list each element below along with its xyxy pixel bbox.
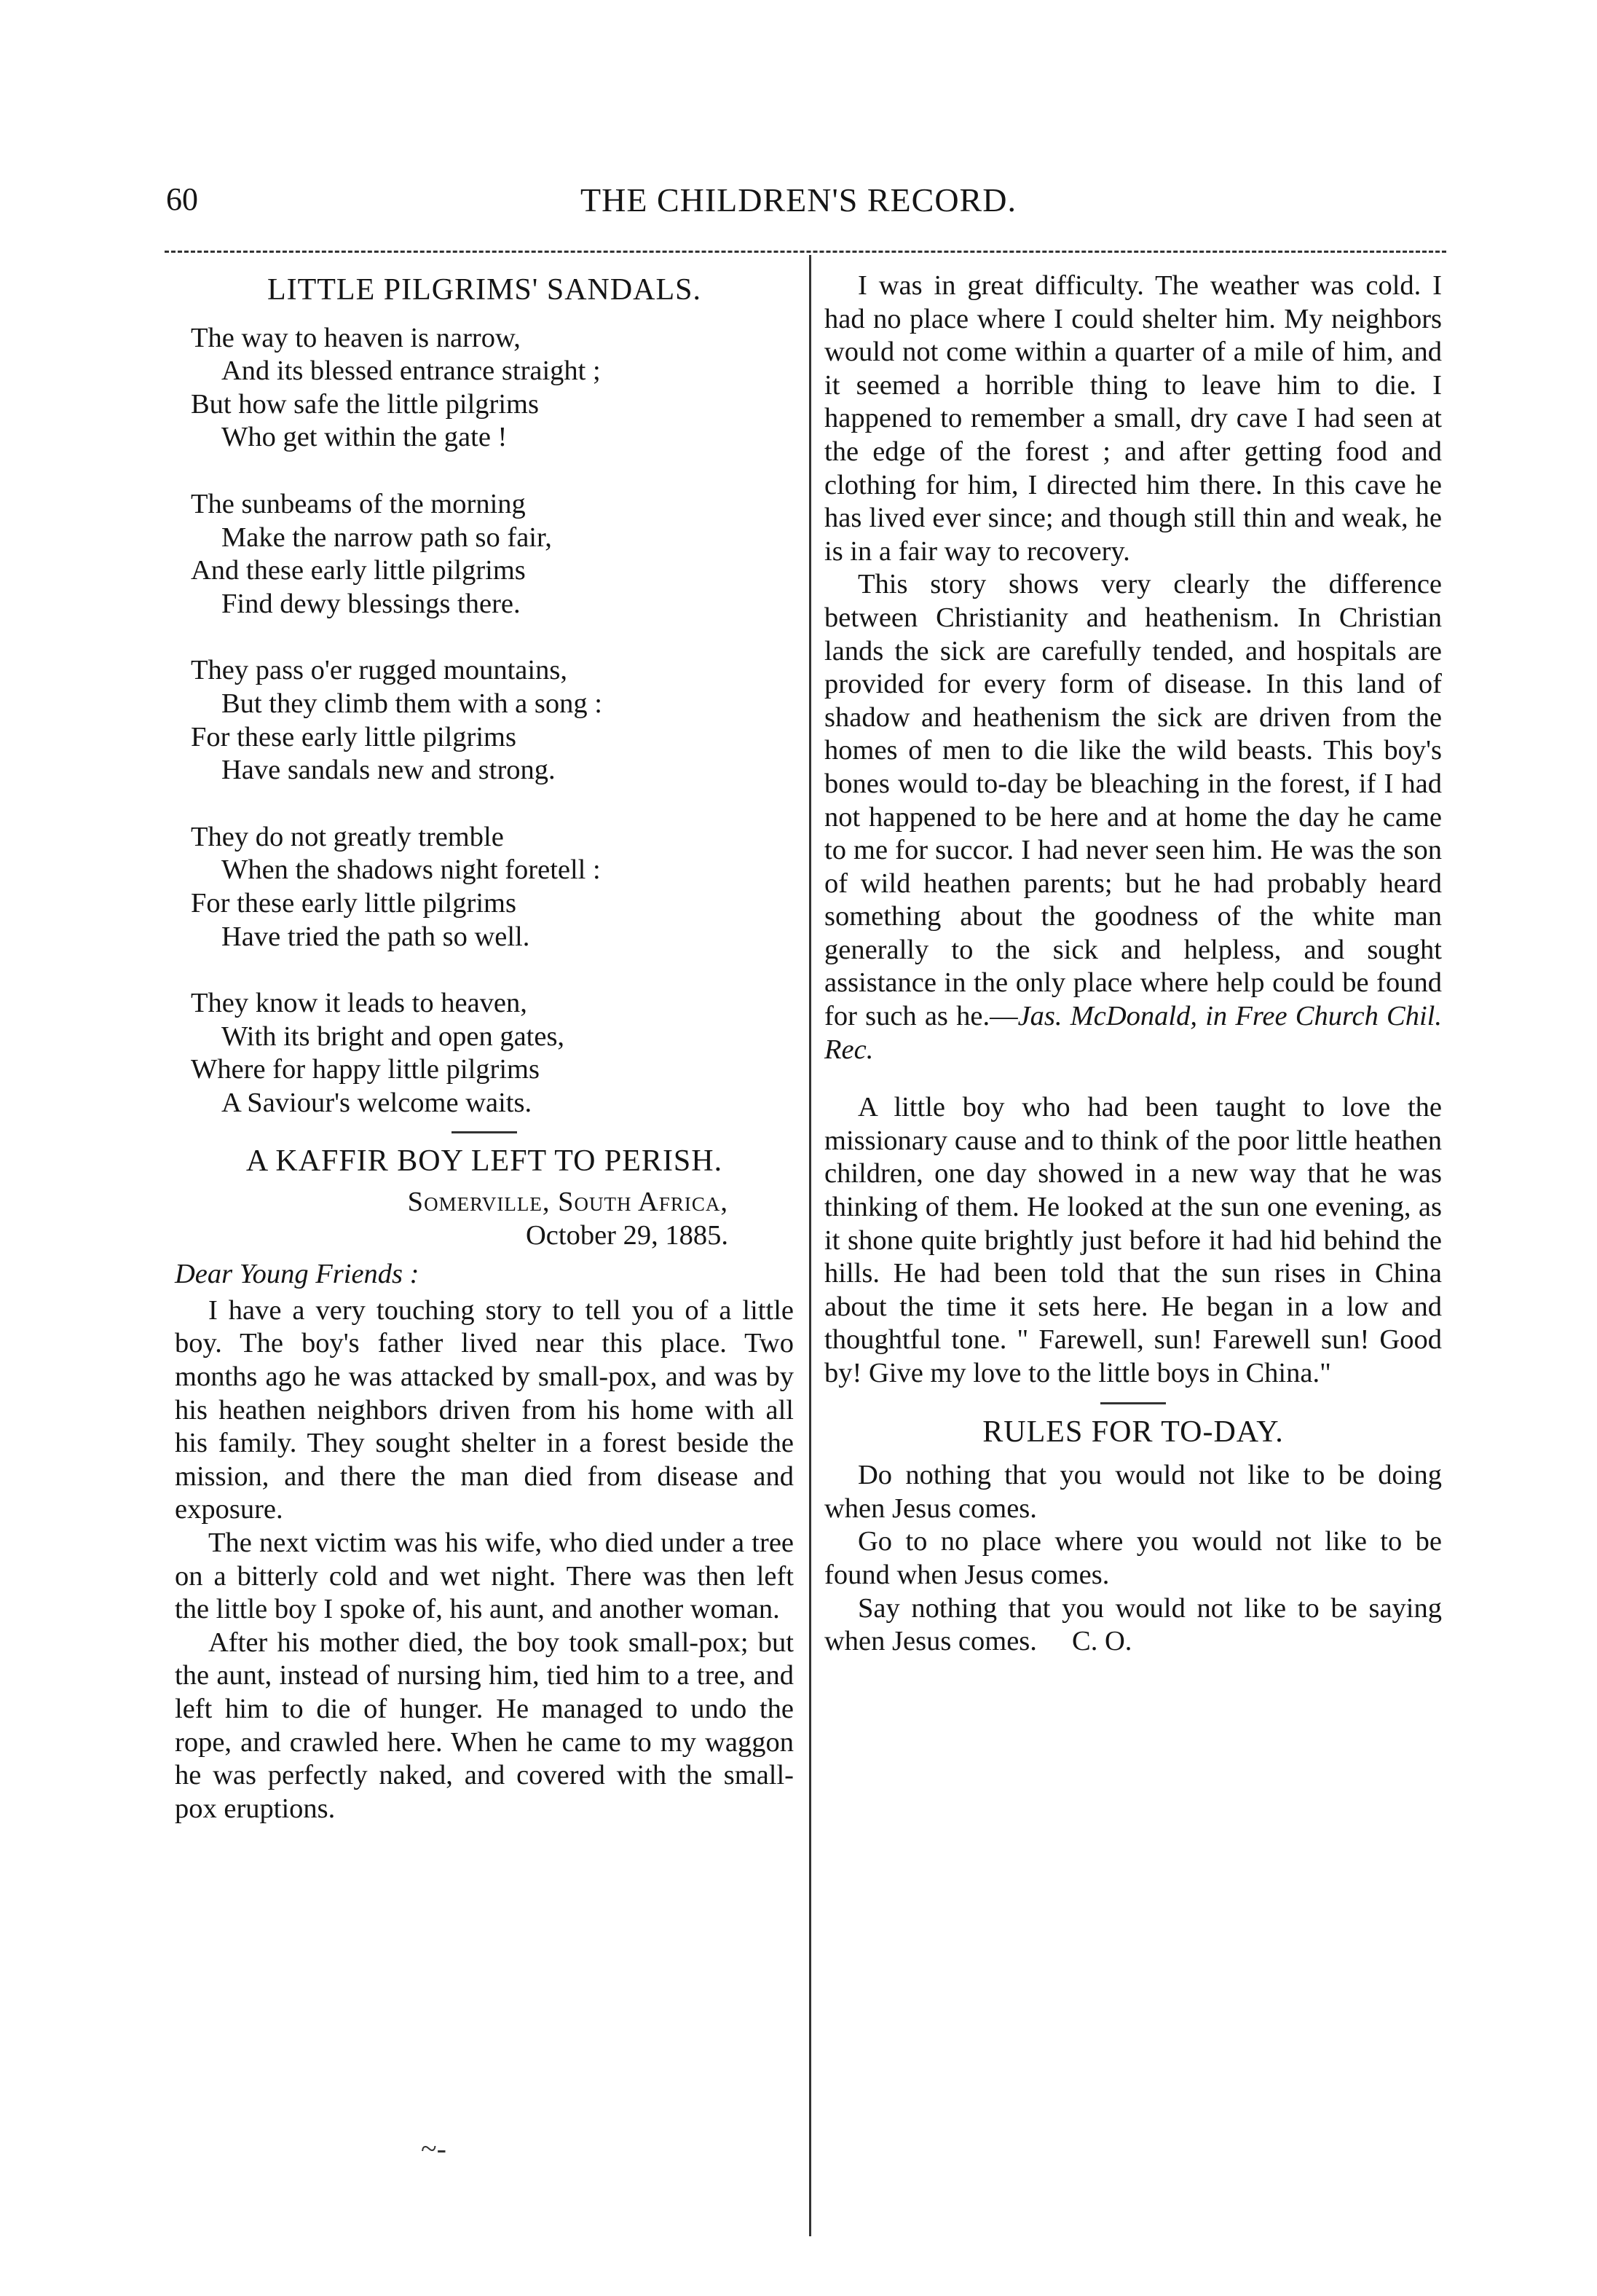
poem-line: When the shadows night foretell : xyxy=(221,854,601,886)
rule-text: Say nothing that you would not like to be saying when Jesus comes. xyxy=(824,1592,1442,1657)
paragraph: I have a very touching story to tell you of a little boy. The boy's father lived near this place. Two months ago he was attacked by small-pox, and was by his heathen neighbors driven from his home with all his family. They sought shelter in a forest beside the mission, and there the man died from disease and exposure. xyxy=(175,1294,794,1525)
poem-stanza xyxy=(191,322,794,455)
poem-line: But they climb them with a song : xyxy=(221,688,602,719)
poem-line: The way to heaven is narrow, xyxy=(191,322,521,353)
poem-line: The sunbeams of the morning xyxy=(191,488,526,519)
poem-line: A Saviour's welcome waits. xyxy=(221,1087,532,1118)
poem-line: Make the narrow path so fair, xyxy=(221,522,552,553)
poem-line: And its blessed entrance straight ; xyxy=(221,355,601,387)
dateline xyxy=(175,1186,794,1252)
paragraph-text: This story shows very clearly the difference between Christianity and heathenism. In Christian lands the sick are carefully tended, and hospitals are provided for every form of disease. In this land of shadow and heathenism the sick are driven from the homes of men to die like the wild beasts. This boy's bones would to-day be bleaching in the forest, if I had not happened to be here and at home the day he came to me for succor. I had never seen him. He was the son of wild heathen parents; but he had probably heard something about the goodness of the white man generally to the sick and helpless, and sought assistance in the only place where help could be found for such as he.— xyxy=(824,569,1442,1032)
right-column xyxy=(824,270,1442,1659)
end-ornament: ~- xyxy=(421,2132,446,2165)
running-title: THE CHILDREN'S RECORD. xyxy=(580,181,1017,219)
poem-line: Who get within the gate ! xyxy=(221,422,508,453)
rules-title: RULES FOR TO-DAY. xyxy=(982,1415,1284,1449)
salutation: Dear Young Friends : xyxy=(175,1259,419,1290)
poem-line: But how safe the little pilgrims xyxy=(191,388,539,420)
poem-line: Have tried the path so well. xyxy=(221,921,530,952)
rules-initials: C. O. xyxy=(1072,1626,1132,1657)
poem-stanza xyxy=(191,654,794,787)
section-rule xyxy=(1100,1402,1166,1404)
poem-line: Where for happy little pilgrims xyxy=(191,1054,540,1085)
poem-line: With its bright and open gates, xyxy=(221,1021,565,1052)
poem-line: They do not greatly tremble xyxy=(191,821,504,852)
poem-line: Find dewy blessings there. xyxy=(221,588,521,619)
header-rule xyxy=(165,251,1446,253)
poem-line: They know it leads to heaven, xyxy=(191,988,527,1019)
paragraph-with-signature xyxy=(824,568,1442,1066)
left-column xyxy=(175,270,794,1825)
page-number: 60 xyxy=(166,181,198,217)
signature: Jas. McDonald, in Free Church Chil. Rec. xyxy=(824,1001,1442,1065)
paragraph: The next victim was his wife, who died under a tree on a bitterly cold and wet night. There was then left the little boy I spoke of, his aunt, and another woman. xyxy=(175,1528,794,1625)
rule-item: Go to no place where you would not like to be found when Jesus comes. xyxy=(824,1526,1442,1590)
spacer xyxy=(824,1066,1442,1091)
page-header xyxy=(0,181,1597,232)
poem-line: They pass o'er rugged mountains, xyxy=(191,655,567,686)
poem-line: For these early little pilgrims xyxy=(191,721,516,752)
poem-line: Have sandals new and strong. xyxy=(221,755,556,786)
dateline-place: Somerville, South Africa, xyxy=(407,1187,728,1218)
paragraph: A little boy who had been taught to love the missionary cause and to think of the poor little heathen children, one day showed in a new way that he was thinking of them. He looked at the sun one evening, as it shone quite brightly just before it had hid behind the hills. He had been told that the sun rises in China about the time it sets here. He began in a low and thoughtful tone. " Farewell, sun! Farewell sun! Good by! Give my love to the little boys in China." xyxy=(824,1092,1442,1388)
paragraph: I was in great difficulty. The weather was cold. I had no place where I could shelter him. My neighbors would not come within a quarter of a mile of him, and it seemed a horrible thing to leave him to die. I happened to remember a small, dry cave I had seen at the edge of the forest ; and after getting food and clothing for him, I directed him there. In this cave he has lived ever since; and though still thin and weak, he is in a fair way to recovery. xyxy=(824,270,1442,567)
column-divider xyxy=(809,255,811,2236)
rule-item: Do nothing that you would not like to be doing when Jesus comes. xyxy=(824,1460,1442,1524)
section-rule xyxy=(452,1131,517,1133)
poem-title: LITTLE PILGRIMS' SANDALS. xyxy=(267,273,702,307)
paragraph: After his mother died, the boy took small-pox; but the aunt, instead of nursing him, tied him to a tree, and left him to die of hunger. He managed to undo the rope, and crawled here. When he came to my waggon he was perfectly naked, and covered with the small-pox eruptions. xyxy=(175,1627,794,1824)
poem-stanza xyxy=(191,488,794,621)
dateline-date: October 29, 1885. xyxy=(526,1219,728,1251)
poem-line: And these early little pilgrims xyxy=(191,555,526,586)
poem-stanza xyxy=(191,821,794,954)
poem-line: For these early little pilgrims xyxy=(191,887,516,919)
poem-stanza xyxy=(191,987,794,1120)
kaffir-title: A KAFFIR BOY LEFT TO PERISH. xyxy=(245,1144,723,1179)
rule-item-last xyxy=(824,1592,1442,1659)
